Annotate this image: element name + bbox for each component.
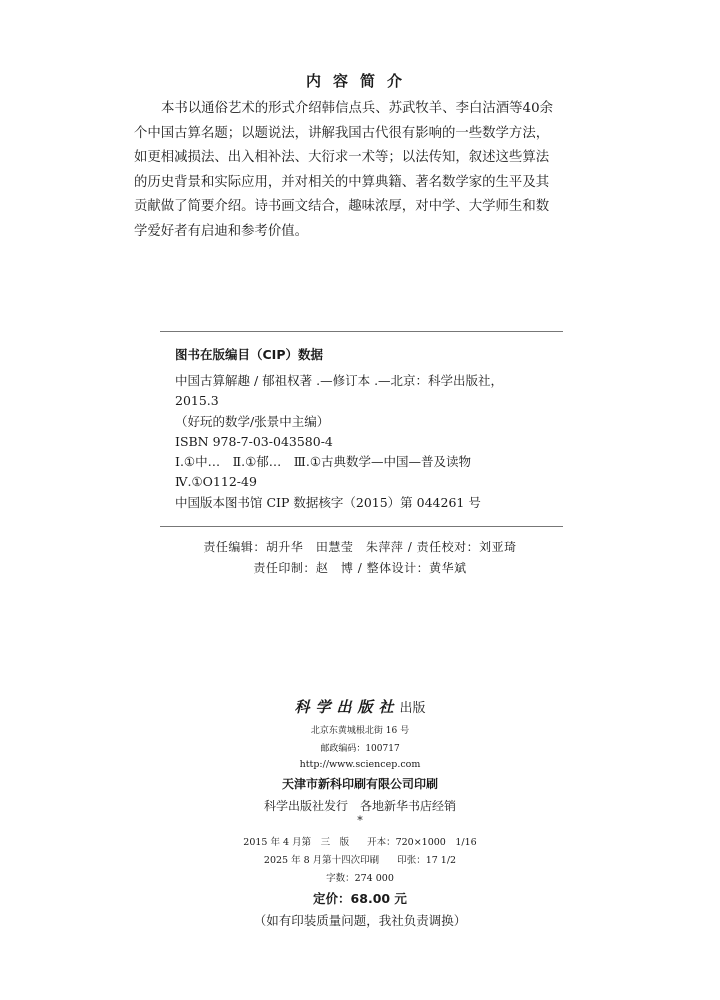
cip-line: 中国古算解趣 / 郁祖权著 .—修订本 .—北京：科学出版社，	[175, 373, 504, 388]
cip-line: （好玩的数学/张景中主编）	[175, 413, 330, 429]
publisher	[0, 696, 720, 717]
printing: 2025 年 8 月第十四次印刷	[263, 855, 380, 866]
publisher-address: 北京东黄城根北街 16 号	[310, 726, 410, 736]
publisher-logo: 科学出版社	[294, 698, 400, 716]
summary-line: 的历史背景和实际应用，并对相关的中算典籍、著名数学家的生平及其	[134, 174, 550, 190]
summary-line: 学爱好者有启迪和参考价值。	[134, 223, 309, 239]
website: http://www.sciencep.com	[299, 759, 421, 770]
format: 开本：720×1000 1/16	[367, 837, 477, 848]
divider-top	[160, 331, 563, 332]
sheets: 印张：17 1/2	[397, 855, 457, 866]
cip-line: ISBN 978-7-03-043580-4	[175, 433, 333, 449]
cip-line: 中国版本图书馆 CIP 数据核字（2015）第 044261 号	[175, 494, 481, 510]
summary-line: 贡献做了简要介绍。诗书画文结合，趣味浓厚，对中学、大学师生和数	[134, 199, 550, 214]
printer: 天津市新科印刷有限公司印刷	[281, 777, 438, 791]
quality-notice: （如有印装质量问题，我社负责调换）	[253, 913, 467, 928]
cip-record	[175, 371, 503, 513]
cip-title: 图书在版编目（CIP）数据	[175, 347, 323, 362]
summary-body	[134, 97, 589, 244]
credits-line-2: 责任印制：赵 博 / 整体设计：黄华斌	[253, 561, 467, 575]
summary-line: 个中国古算名题；以题说法，讲解我国古代很有影响的一些数学方法，	[134, 125, 550, 141]
cip-line: Ⅰ.①中… Ⅱ.①郁… Ⅲ.①古典数学—中国—普及读物	[175, 454, 472, 470]
credits-line-1: 责任编辑：胡升华 田慧莹 朱萍萍 / 责任校对：刘亚琦	[203, 540, 517, 554]
cip-line: 2015.3	[175, 393, 219, 409]
edition-row	[0, 834, 720, 848]
summary-line: 如更相减损法、出入相补法、大衍求一术等；以法传知，叙述这些算法	[134, 150, 550, 165]
publisher-suffix: 出版	[399, 701, 426, 716]
edition: 2015 年 4 月第 三 版	[243, 837, 350, 848]
cip-line: Ⅳ.①O112-49	[175, 474, 257, 490]
summary-line: 本书以通俗艺术的形式介绍韩信点兵、苏武牧羊、李白沽酒等40余	[161, 101, 553, 116]
separator-star: *	[357, 814, 363, 827]
price: 定价：68.00 元	[313, 891, 407, 906]
printing-row	[0, 852, 720, 866]
divider-bottom	[160, 526, 563, 527]
word-count: 字数：274 000	[326, 873, 394, 884]
postcode: 邮政编码：100717	[320, 744, 400, 754]
distribution: 科学出版社发行 各地新华书店经销	[263, 799, 456, 813]
summary-title: 内容简介	[305, 72, 414, 90]
